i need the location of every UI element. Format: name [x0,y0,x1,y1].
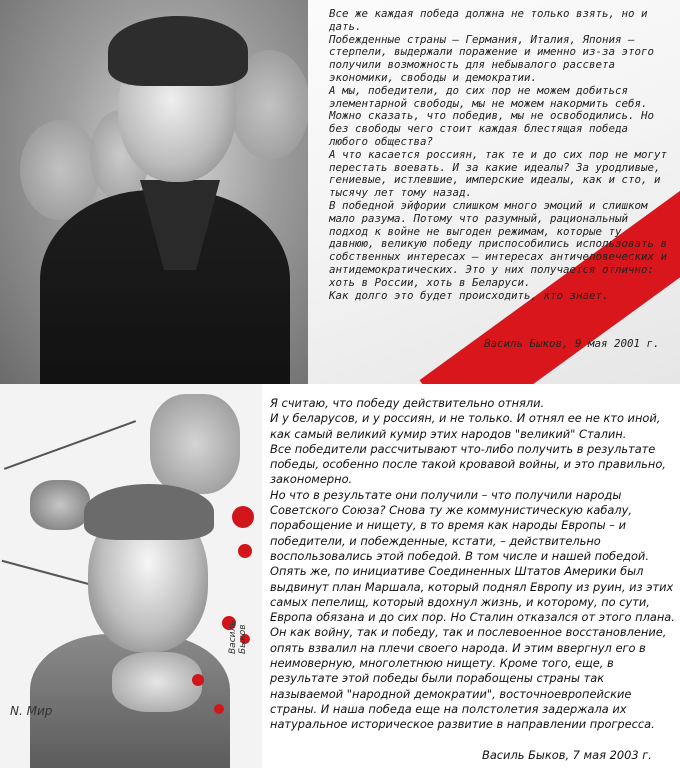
quote-paragraph: А мы, победители, до сих пор не можем добиться элементарной свободы, мы не можем накормить себя. Можно сказать, что победив, мы не освободились. Но без свободы чего стоит каждая блестящая победа любого общества? [329,83,655,148]
quote-paragraph: Все же каждая победа должна не только взять, но и дать. [329,7,648,33]
drawing-hand [112,652,202,712]
poppy-icon [192,674,204,686]
barbed-wire [4,420,136,470]
quote-signature-2001: Василь Быков, 9 мая 2001 г. [484,337,660,350]
quote-text-2001 [329,8,669,302]
quote-paragraph: Побежденные страны — Германия, Италия, Япония — стерпели, выдержали поражение и именно из-за этого получили возможность для небывалого рассвета экономики, свободы и демократии. [329,32,655,84]
poppy-icon [232,506,254,528]
portrait-hair [108,16,248,86]
poppy-icon [238,544,252,558]
quote-text-2003 [270,396,676,733]
quote-signature-2003: Василь Быков, 7 мая 2003 г. [482,748,652,762]
portrait-photo [0,0,308,384]
quote-paragraph: И у беларусов, и у россиян, и не только. И отнял ее не кто иной, как самый великий кумир этих народов "великий" Сталин. [270,411,661,441]
vertical-signature: Василь Быков [228,620,248,654]
quote-paragraph: В победной эйфории слишком много эмоций и слишком мало разума. Потому что разумный, рациональный подход к войне не выгоден режимам, которые ту давнюю, великую победу приспособились использовать в собственных интересах — интересах античеловеческих и антидемократических. Это у них получается отлично: хоть в России, хоть в Беларуси. [329,198,668,289]
quote-paragraph: Но что в результате они получили – что получили народы Советского Союза? Снова ту же коммунистическую кабалу, порабощение и нищету, в то время как народы Европы – и победители, и побежденные, кстати, – действительно воспользовались этой победой. В том числе и нашей победой. Опять же, по инициативе Соединенных Штатов Америки был выдвинут план Маршала, который поднял Европу из руин, из этих самых пепелищ, который вдохнул жизнь, и которому, по сути, Европа обязана и до сих пор. Но Сталин отказался от этого плана. Он как войну, так и победу, так и послевоенное восстановление, опять взвалил на плечи своего народа. И этим ввергнул его в неимоверную, многолетнюю нищету. Кроме того, еще, в результате этой победы были порабощены страны так называемой "народной демократии", восточноевропейские страны. И наша победа еще на полстолетия задержала их натуральное историческое развитие в направлении прогресса. [270,487,675,732]
artist-signature: N. Мир [10,704,53,718]
pencil-drawing [0,384,262,768]
poppy-icon [214,704,224,714]
couple-figure [150,394,240,494]
quote-paragraph: Все победители рассчитывают что-либо получить в результате победы, особенно после такой кровавой войны, и это правильно, закономерно. [270,441,666,487]
bottom-quote-panel [0,384,680,768]
quote-paragraph: Я считаю, что победу действительно отняли. [270,396,545,410]
drawing-hair [84,484,214,540]
quote-paragraph: Как долго это будет происходить, кто знает. [329,288,609,302]
soldier-figure [30,480,90,530]
quote-paragraph: А что касается россиян, так те и до сих пор не могут перестать воевать. И за какие идеалы? За уродливые, гениевые, истлевшие, имперские идеалы, как и сто, и тысячу лет тому назад. [329,147,668,200]
